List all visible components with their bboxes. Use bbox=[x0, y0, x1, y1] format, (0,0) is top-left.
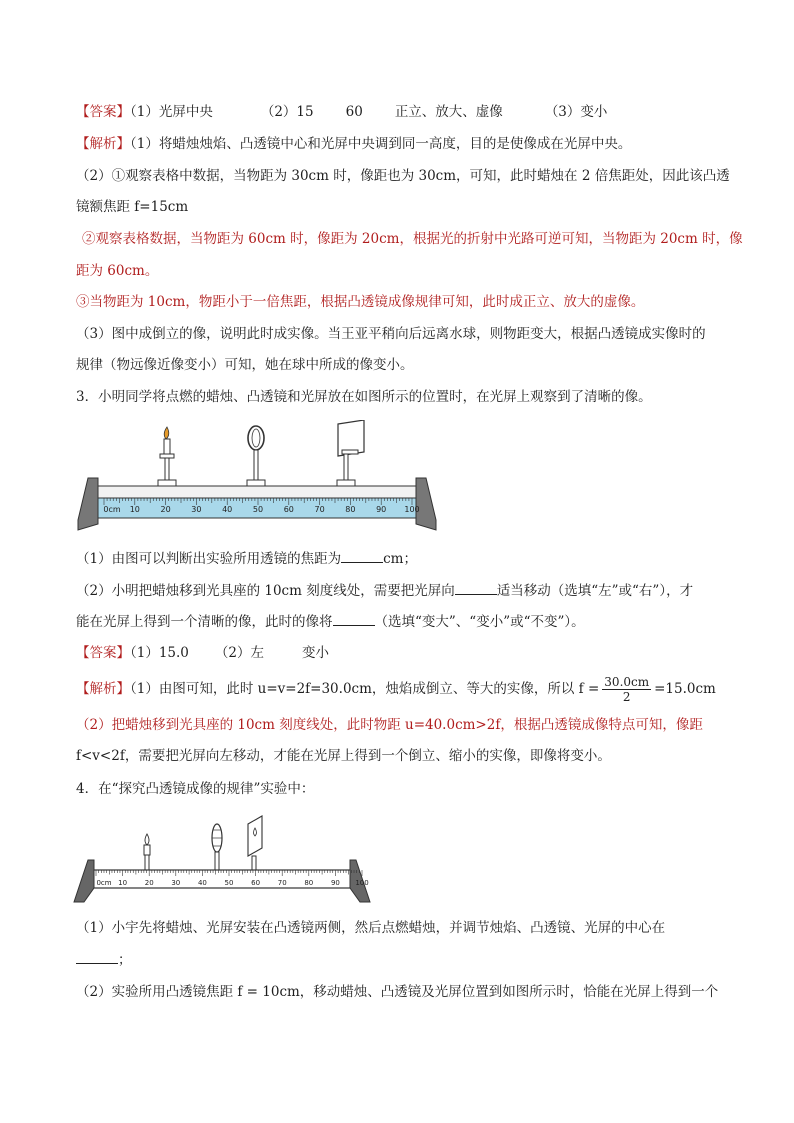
ruler-label: 50 bbox=[252, 505, 264, 514]
fraction-denominator: 2 bbox=[622, 690, 631, 704]
q3-subq-1-text: （1）由图可以判断出实验所用透镜的焦距为 bbox=[76, 551, 342, 567]
ruler-label: 10 bbox=[118, 879, 128, 887]
q2-analysis-line-8: 规律（物远像近像变小）可知，她在球中所成的像变小。 bbox=[76, 357, 414, 373]
q3-subq-3 bbox=[76, 611, 585, 632]
answer-part-5: （3）变小 bbox=[544, 104, 608, 120]
q4-subq-1-end: ； bbox=[118, 952, 132, 968]
ruler-label: 20 bbox=[160, 505, 171, 514]
q2-answer-line bbox=[76, 102, 607, 122]
candle-icon bbox=[144, 834, 150, 870]
ruler-label: 80 bbox=[345, 505, 356, 514]
answer-part-2: （2）15 bbox=[260, 104, 314, 120]
q3-analysis-line-2: （2）把蜡烛移到光具座的 10cm 刻度线处，此时物距 u=40.0cm>2f，根据凸透镜成像特点可知，像距 bbox=[76, 717, 703, 733]
q2-analysis-line-5: 距为 60cm。 bbox=[76, 263, 159, 279]
q3-subq-1-unit: cm； bbox=[383, 551, 417, 567]
analysis-result: =15.0cm bbox=[654, 681, 716, 697]
analysis-text: （1）由图可知，此时 u=v=2f=30.0cm，烛焰成倒立、等大的实像，所以 f = bbox=[130, 681, 600, 697]
q2-analysis-line-3: 镜额焦距 f=15cm bbox=[76, 199, 189, 215]
ruler-label: 80 bbox=[304, 879, 314, 887]
ruler-label: 90 bbox=[376, 505, 387, 514]
blank-center-height bbox=[76, 949, 118, 964]
answer-part-1: （1）15.0 bbox=[130, 645, 189, 661]
q3-analysis-line-1 bbox=[76, 674, 716, 704]
q3-subq-3-text: 能在光屏上得到一个清晰的像，此时的像将 bbox=[76, 614, 333, 630]
ruler-label: 50 bbox=[224, 879, 234, 887]
q4-optical-bench-figure bbox=[72, 812, 372, 904]
q2-analysis-line-1 bbox=[76, 134, 631, 154]
answer-part-1: （1）光屏中央 bbox=[130, 104, 213, 120]
q2-analysis-line-6: ③当物距为 10cm，物距小于一倍焦距，根据凸透镜成像规律可知，此时成正立、放大的虚像。 bbox=[76, 294, 645, 310]
answer-part-3: 变小 bbox=[302, 645, 329, 661]
q2-analysis-line-2: （2）①观察表格中数据，当物距为 30cm 时，像距也为 30cm，可知，此时蜡烛在 2 倍焦距处，因此该凸透 bbox=[76, 168, 730, 184]
blank-image-change bbox=[333, 611, 375, 626]
q4-subq-1: （1）小宇先将蜡烛、光屏安装在凸透镜两侧，然后点燃蜡烛，并调节烛焰、凸透镜、光屏的中心在 bbox=[76, 920, 666, 936]
ruler-label: 70 bbox=[277, 879, 287, 887]
light-screen-icon bbox=[248, 816, 262, 870]
analysis-text: （1）将蜡烛烛焰、凸透镜中心和光屏中央调到同一高度，目的是使像成在光屏中央。 bbox=[130, 136, 632, 152]
blank-focal-length bbox=[341, 548, 383, 563]
q3-subq-3-text-b: （选填“变大”、“变小”或“不变”）。 bbox=[374, 614, 585, 630]
answer-part-4: 正立、放大、虚像 bbox=[394, 104, 503, 120]
q3-subq-2 bbox=[76, 580, 693, 601]
convex-lens-icon bbox=[247, 426, 265, 486]
q3-subq-2-text: （2）小明把蜡烛移到光具座的 10cm 刻度线处，需要把光屏向 bbox=[76, 583, 455, 599]
q3-analysis-line-3: f<v<2f，需要把光屏向左移动，才能在光屏上得到一个倒立、缩小的实像，即像将变小。 bbox=[76, 748, 611, 764]
answer-tag: 【答案】 bbox=[76, 104, 130, 120]
ruler-label: 10 bbox=[129, 505, 140, 514]
q3-subq-1 bbox=[76, 548, 417, 569]
ruler-label: 0cm bbox=[103, 505, 121, 514]
ruler-label: 100 bbox=[355, 879, 369, 887]
ruler-label: 30 bbox=[191, 505, 202, 514]
convex-lens-icon bbox=[212, 824, 222, 870]
ruler-label: 70 bbox=[314, 505, 325, 514]
ruler-label: 20 bbox=[144, 879, 154, 887]
ruler-label: 40 bbox=[222, 505, 233, 514]
q4-subq-1-cont bbox=[76, 949, 132, 970]
q3-stem: 3．小明同学将点燃的蜡烛、凸透镜和光屏放在如图所示的位置时，在光屏上观察到了清晰的像。 bbox=[76, 389, 652, 405]
q4-stem: 4．在“探究凸透镜成像的规律”实验中： bbox=[76, 781, 315, 797]
analysis-tag: 【解析】 bbox=[76, 681, 130, 697]
ruler-label: 40 bbox=[197, 879, 207, 887]
fraction bbox=[602, 675, 651, 704]
q2-analysis-line-4: ②观察表格数据，当物距为 60cm 时，像距为 20cm，根据光的折射中光路可逆可知，当物距为 20cm 时，像 bbox=[82, 231, 743, 247]
ruler-label: 0cm bbox=[96, 879, 112, 887]
ruler-label: 100 bbox=[404, 505, 420, 514]
ruler-label: 90 bbox=[330, 879, 340, 887]
ruler-label: 60 bbox=[283, 505, 294, 514]
q4-subq-2: （2）实验所用凸透镜焦距 f = 10cm，移动蜡烛、凸透镜及光屏位置到如图所示时，恰能在光屏上得到一个 bbox=[76, 984, 719, 1000]
answer-part-2: （2）左 bbox=[214, 645, 264, 661]
blank-direction bbox=[455, 580, 497, 595]
q3-answer-line bbox=[76, 643, 329, 663]
ruler-label: 30 bbox=[171, 879, 181, 887]
fraction-numerator: 30.0cm bbox=[604, 675, 650, 689]
answer-part-3: 60 bbox=[345, 104, 363, 120]
q3-optical-bench-figure bbox=[74, 420, 440, 532]
candle-icon bbox=[158, 427, 176, 486]
answer-tag: 【答案】 bbox=[76, 645, 130, 661]
light-screen-icon bbox=[337, 420, 364, 486]
q2-analysis-line-7: （3）图中成倒立的像，说明此时成实像。当王亚平稍向后远离水球，则物距变大，根据凸透镜成实像时的 bbox=[76, 326, 706, 342]
analysis-tag: 【解析】 bbox=[76, 136, 130, 152]
q3-subq-2-text-b: 适当移动（选填“左”或“右”），才 bbox=[496, 583, 694, 599]
ruler-label: 60 bbox=[251, 879, 261, 887]
